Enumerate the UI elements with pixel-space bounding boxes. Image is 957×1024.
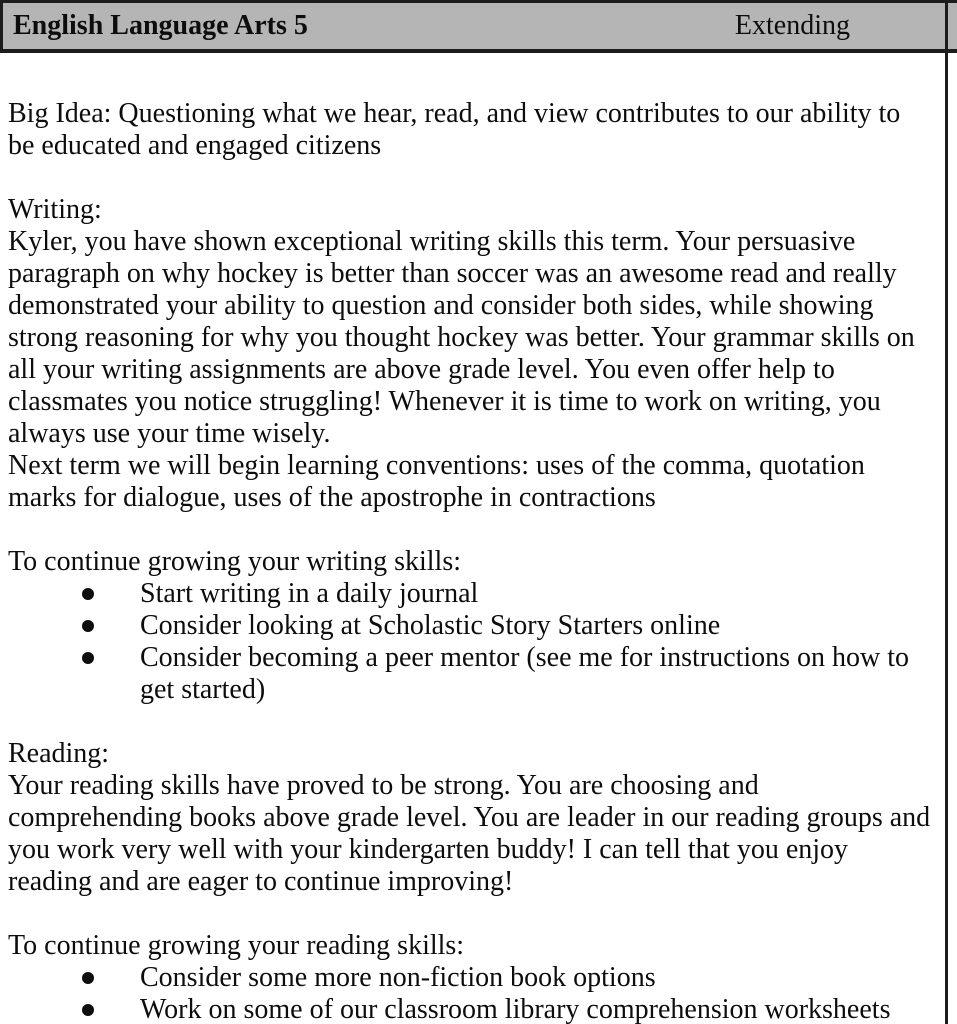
list-item-text: Work on some of our classroom library comprehension worksheets	[140, 994, 891, 1024]
big-idea-text: Big Idea: Questioning what we hear, read, and view contributes to our ability to be educated and engaged citizens	[8, 98, 901, 161]
comment-body	[0, 53, 945, 1024]
writing-next-term: Next term we will begin learning conventions: uses of the comma, quotation marks for dialogue, uses of the apostrophe in contractions	[8, 450, 865, 513]
reading-goals	[8, 930, 931, 1024]
reading-comment: Your reading skills have proved to be strong. You are choosing and comprehending books above grade level. You are leader in our reading groups and you work very well with your kindergarten buddy! I can tell that you enjoy reading and are eager to continue improving!	[8, 770, 931, 897]
big-idea-paragraph	[8, 98, 931, 162]
bullet-icon	[82, 1004, 94, 1016]
reading-section	[8, 738, 931, 898]
writing-goals	[8, 546, 931, 706]
list-item-text: Consider becoming a peer mentor (see me for instructions on how to get started)	[140, 642, 910, 705]
bullet-icon	[82, 620, 94, 632]
list-item	[8, 642, 931, 706]
subject-title: English Language Arts 5	[13, 10, 308, 41]
writing-heading: Writing:	[8, 194, 102, 225]
bullet-icon	[82, 972, 94, 984]
writing-comment: Kyler, you have shown exceptional writing skills this term. Your persuasive paragraph on why hockey is better than soccer was an awesome read and really demonstrated your ability to question and consider both sides, while showing strong reasoning for why you thought hockey was better. Your grammar skills on all your writing assignments are above grade level. You even offer help to classmates you notice struggling! Whenever it is time to work on writing, you always use your time wisely.	[8, 226, 915, 449]
table-right-border	[945, 0, 948, 1024]
bullet-icon	[82, 588, 94, 600]
list-item-text: Consider looking at Scholastic Story Starters online	[140, 610, 721, 641]
writing-goals-intro: To continue growing your writing skills:	[8, 546, 462, 577]
subject-header-row	[0, 0, 957, 53]
list-item-text: Start writing in a daily journal	[140, 578, 479, 609]
reading-goals-list	[8, 962, 931, 1024]
list-item-text: Consider some more non-fiction book options	[140, 962, 656, 993]
writing-section	[8, 194, 931, 514]
proficiency-level-label: Extending	[734, 10, 850, 41]
reading-heading: Reading:	[8, 738, 110, 769]
reading-goals-intro: To continue growing your reading skills:	[8, 930, 465, 961]
list-item	[8, 994, 931, 1024]
bullet-icon	[82, 652, 94, 664]
writing-goals-list	[8, 578, 931, 706]
list-item	[8, 962, 931, 994]
list-item	[8, 610, 931, 642]
list-item	[8, 578, 931, 610]
